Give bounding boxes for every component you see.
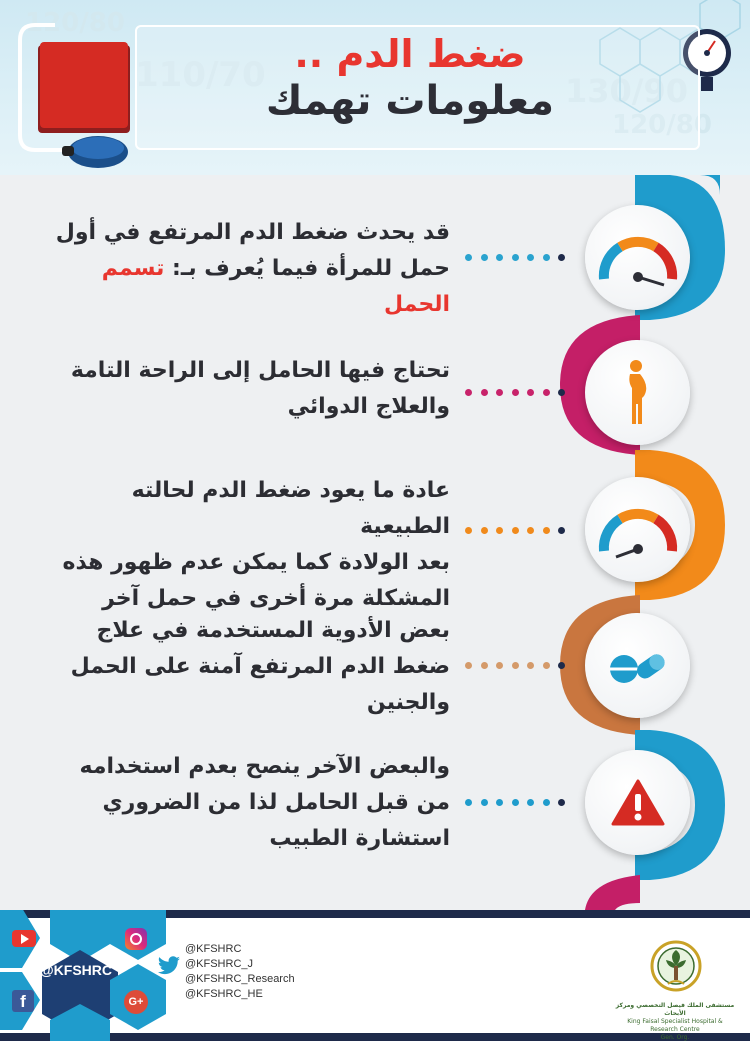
info-row [0,745,750,885]
info-text-line: بعض الأدوية المستخدمة في علاج [96,618,450,643]
footer [0,910,750,1041]
facebook-icon[interactable]: f [12,990,34,1012]
dot-connector [465,525,565,535]
twitter-icon[interactable] [157,956,181,976]
bg-number: 110/70 [135,55,266,95]
pregnant-woman-icon [618,358,658,428]
info-text [40,473,450,617]
main-content [0,175,750,910]
info-text-line: عادة ما يعود ضغط الدم لحالته الطبيعية [131,478,450,539]
info-text [40,749,450,857]
handle-text[interactable]: @KFSHRC_Research [185,973,295,985]
info-text-line: استشارة الطبيب [269,826,450,851]
info-text-line: تحتاج فيها الحامل إلى الراحة التامة [70,358,450,383]
bg-number: 120/80 [612,110,712,140]
page-subtitle: معلومات تهمك [265,78,555,124]
info-text-line: والبعض الآخر ينصح بعدم استخدامه [79,754,450,779]
logo-caption-ar: مستشفى الملك فيصل التخصصي ومركز الأبحاث [615,1002,735,1017]
dot-connector [465,797,565,807]
info-text-line: قد يحدث ضغط الدم المرتفع في أول [55,220,450,245]
dot-connector [465,387,565,397]
info-text-line: من قبل الحامل لذا من الضروري [102,790,450,815]
info-row [0,185,750,325]
kfshrc-logo [648,938,704,1000]
info-row [0,325,750,465]
icon-badge [585,613,690,718]
icon-badge [585,477,690,582]
info-text [40,215,450,323]
info-text-line: ضغط الدم المرتفع آمنة على الحمل [70,654,450,679]
bg-number: 130/90 [565,72,689,110]
gauge-icon [598,227,678,289]
highlight-term: تسمم الحمل [101,256,450,317]
handle-text[interactable]: @KFSHRC_J [185,958,254,970]
logo-caption [615,1002,735,1041]
dot-connector [465,660,565,670]
info-row [0,605,750,745]
youtube-icon[interactable] [12,930,36,947]
info-text-line: والجنين [366,690,450,715]
dot-connector [465,252,565,262]
icon-badge [585,340,690,445]
info-text-line: بعد الولادة كما يمكن عدم ظهور هذه [62,550,450,575]
info-text [40,353,450,425]
info-row [0,465,750,611]
bg-number: 120/80 [25,8,125,38]
handle-text[interactable]: @KFSHRC [185,943,242,955]
logo-caption-sub: Gen. Org. [660,1034,690,1041]
info-text-line: المشكلة مرة أخرى في حمل آخر [102,586,450,611]
handle-text[interactable]: @KFSHRC_HE [185,988,263,1000]
instagram-icon[interactable] [125,928,147,950]
info-text-line: والعلاج الدوائي [287,394,450,419]
pills-icon [606,641,670,691]
hashtag-label: @KFSHRC [40,962,112,978]
info-text-prefix: حمل للمرأة فيما يُعرف بـ: [172,256,450,281]
logo-caption-en: King Faisal Specialist Hospital & Research Centre [627,1018,723,1033]
info-text [40,613,450,721]
social-handles [185,942,295,1002]
header [0,0,750,175]
page-title: ضغط الدم .. [294,32,526,76]
google-plus-icon[interactable]: G+ [124,990,148,1014]
info-text-line [40,251,450,323]
warning-icon [610,778,666,828]
gauge-icon [598,499,678,561]
icon-badge [585,750,690,855]
icon-badge [585,205,690,310]
